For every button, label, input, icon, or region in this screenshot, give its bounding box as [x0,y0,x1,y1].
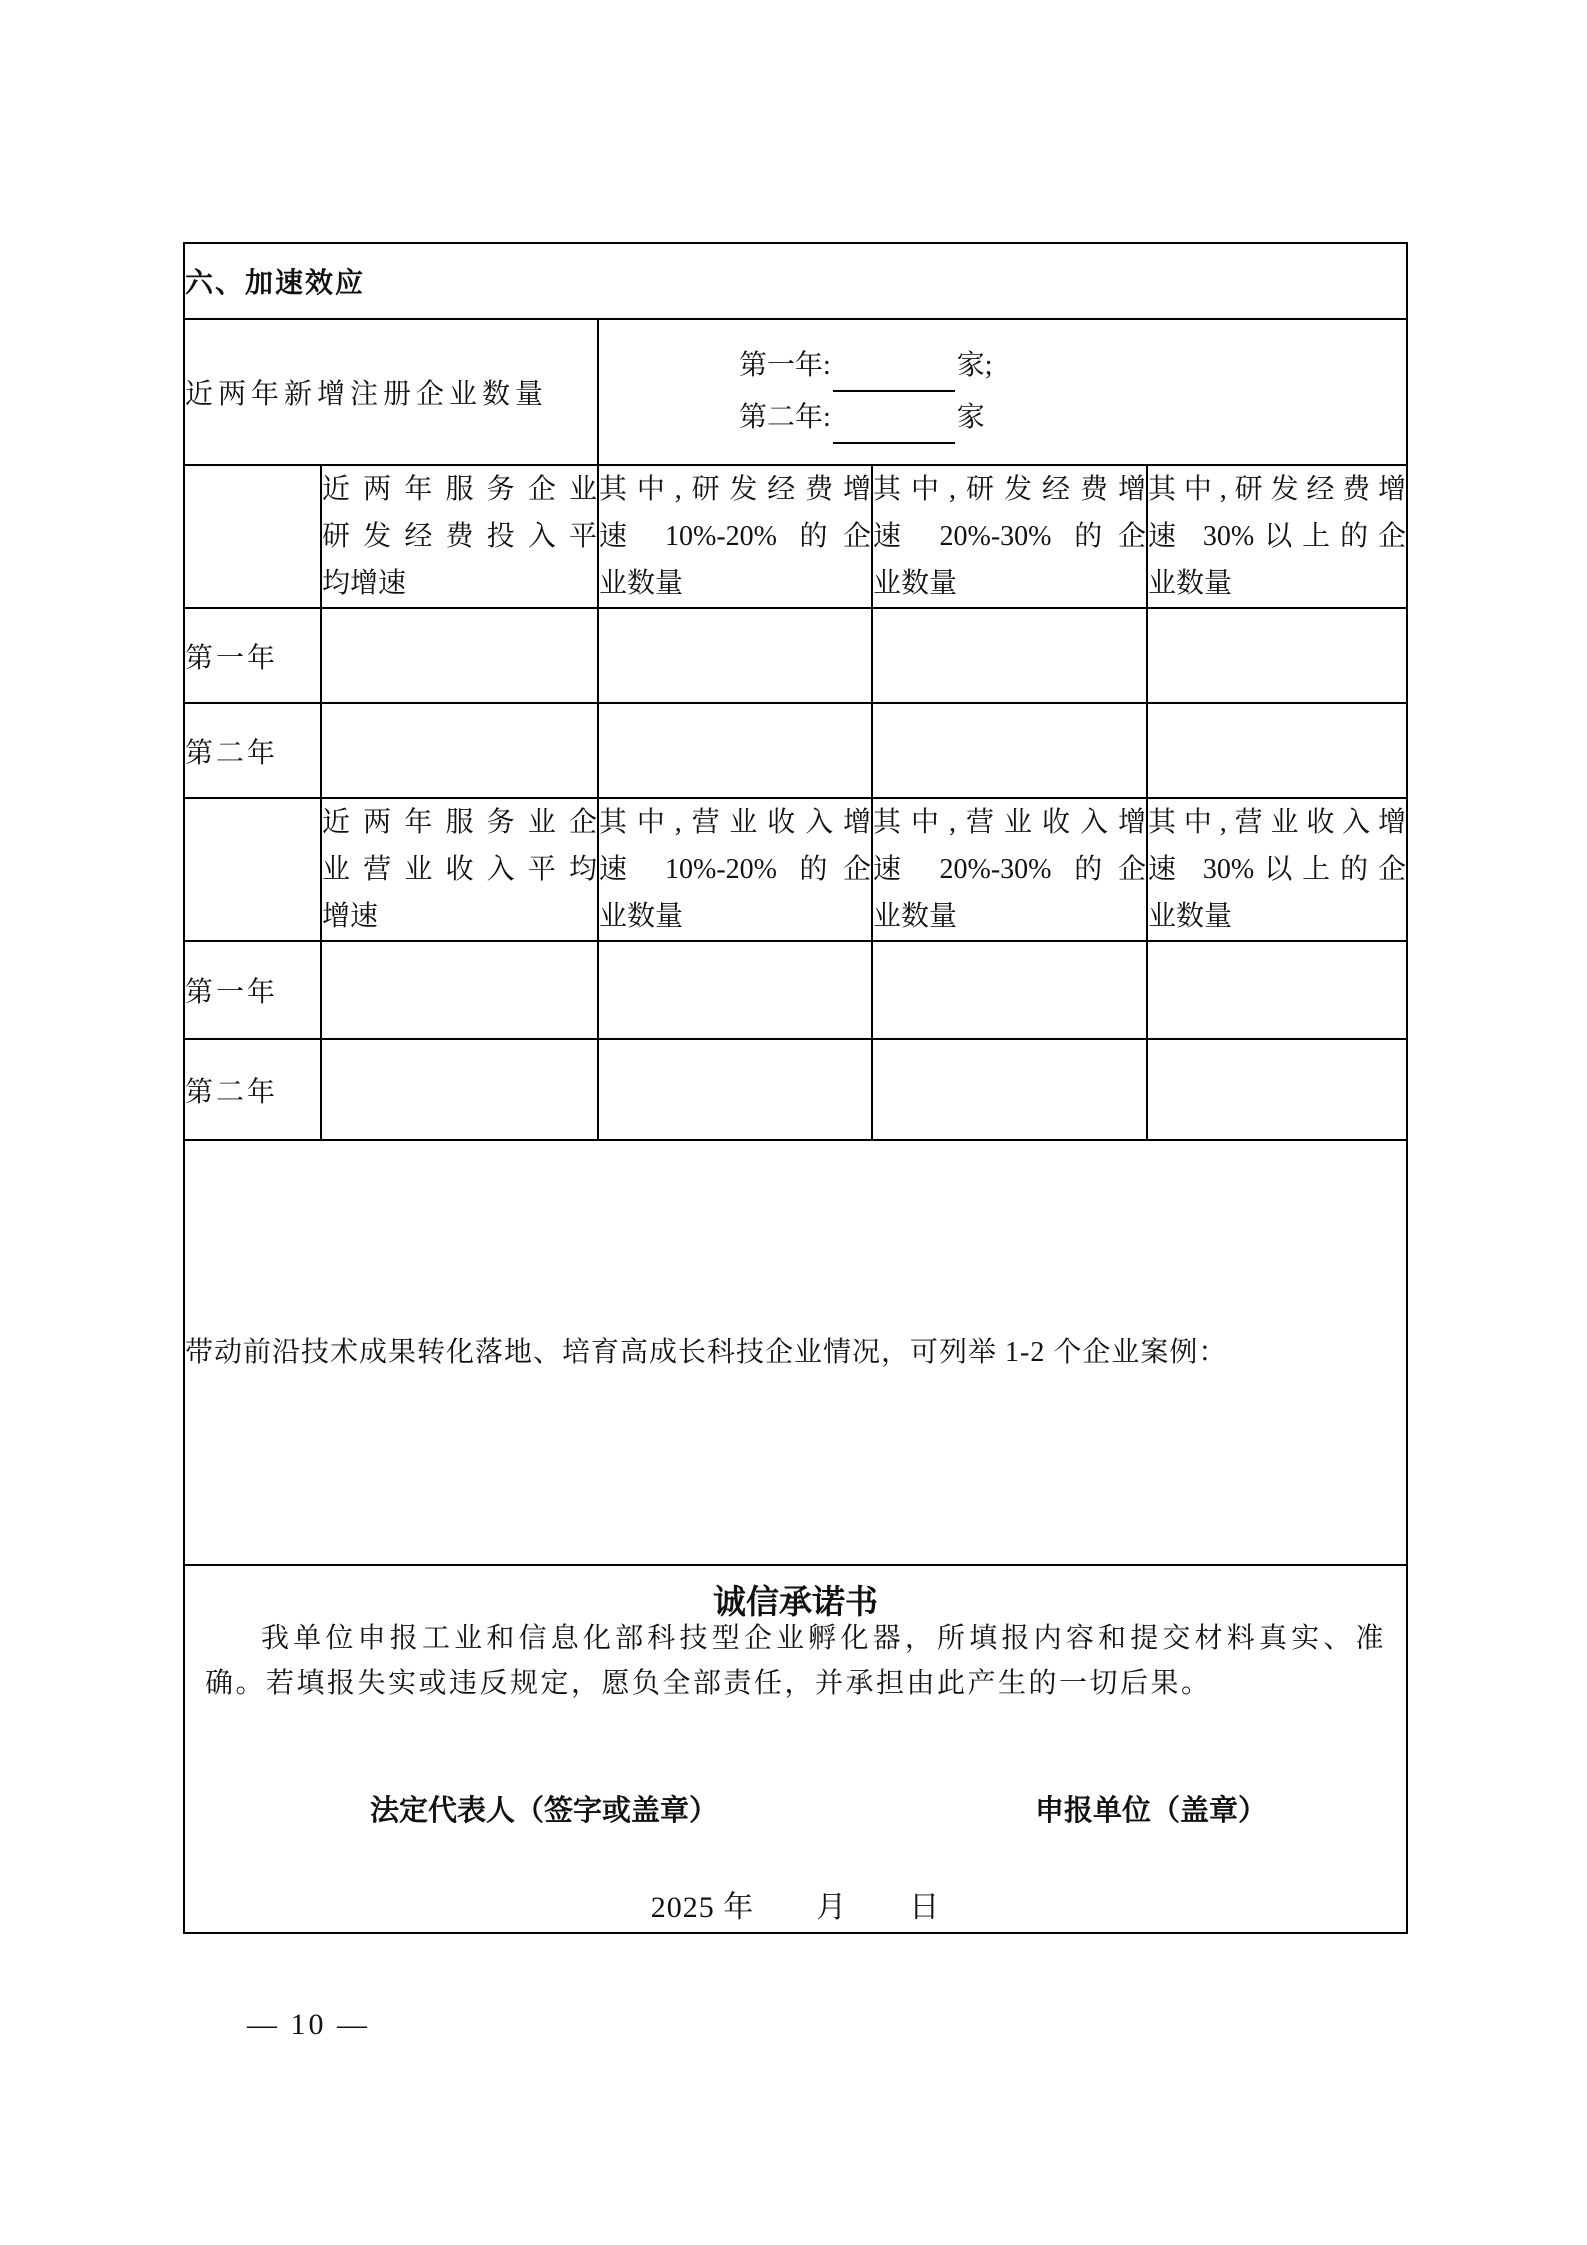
rev-10-20-header: 其中,营业收入增 速 10%-20% 的企 业数量 [598,798,872,941]
commitment-body: 我单位申报工业和信息化部科技型企业孵化器，所填报内容和提交材料真实、准确。若填报失实或违反规定，愿负全部责任，并承担由此产生的一切后果。 [205,1623,1387,1699]
commitment-date-line: 2025 年 月 日 [650,1891,941,1924]
rd-10-20-header: 其中,研发经费增 速 10%-20% 的企 业数量 [598,465,872,608]
legal-representative-signature-label: 法定代表人（签字或盖章） [370,1795,719,1827]
year1-count-prefix: 第一年: [739,350,831,381]
rd-y2-10-20-cell[interactable] [598,703,872,798]
year1-count-line [739,340,1406,392]
rd-20-30-header: 其中,研发经费增 速 20%-30% 的企 业数量 [872,465,1147,608]
rd-y1-30plus-cell[interactable] [1147,608,1407,703]
rd-30plus-header: 其中,研发经费增 速 30%以上的企 业数量 [1147,465,1407,608]
rev-20-30-header: 其中,营业收入增 速 20%-30% 的企 业数量 [872,798,1147,941]
commitment-cell [184,1565,1407,1933]
rev-avg-growth-header: 近两年服务业企 业营业收入平均 增速 [321,798,598,941]
rd-avg-growth-header: 近两年服务企业 研发经费投入平 均增速 [321,465,598,608]
rd-year2-row [184,703,1407,798]
year1-count-suffix: 家; [956,350,993,381]
rev-year1-label: 第一年 [184,941,321,1039]
year1-count-blank[interactable] [833,360,955,392]
rd-y1-10-20-cell[interactable] [598,608,872,703]
year2-count-prefix: 第二年: [739,402,831,433]
rd-y2-avg-cell[interactable] [321,703,598,798]
year2-count-suffix: 家 [956,402,985,433]
rev-year2-row [184,1039,1407,1140]
rev-y2-avg-cell[interactable] [321,1039,598,1140]
rd-year1-label: 第一年 [184,608,321,703]
rev-year2-label: 第二年 [184,1039,321,1140]
rd-header-spacer-cell [184,465,321,608]
rev-y2-10-20-cell[interactable] [598,1039,872,1140]
rd-y2-30plus-cell[interactable] [1147,703,1407,798]
rev-y2-30plus-cell[interactable] [1147,1039,1407,1140]
rev-header-spacer-cell [184,798,321,941]
rev-y1-avg-cell[interactable] [321,941,598,1039]
rev-year1-row [184,941,1407,1039]
rev-y2-20-30-cell[interactable] [872,1039,1147,1140]
rev-y1-10-20-cell[interactable] [598,941,872,1039]
acceleration-effect-table [183,242,1408,1934]
year2-count-line [739,392,1406,444]
rd-y2-20-30-cell[interactable] [872,703,1147,798]
case-examples-cell[interactable] [184,1140,1407,1565]
case-examples-prompt: 带动前沿技术成果转化落地、培育高成长科技企业情况，可列举 1-2 个企业案例： [185,1336,1228,1368]
section-title: 六、加速效应 [184,243,1407,319]
rd-y1-avg-cell[interactable] [321,608,598,703]
rd-year1-row [184,608,1407,703]
new-registered-label: 近两年新增注册企业数量 [184,319,598,465]
page-number: — 10 — [247,2008,370,2041]
new-registered-values-cell [598,319,1407,465]
rd-year2-label: 第二年 [184,703,321,798]
rev-y1-20-30-cell[interactable] [872,941,1147,1039]
rev-y1-30plus-cell[interactable] [1147,941,1407,1039]
applicant-unit-seal-label: 申报单位（盖章） [1035,1795,1268,1827]
new-registered-blanks [599,340,1406,444]
rd-y1-20-30-cell[interactable] [872,608,1147,703]
year2-count-blank[interactable] [833,412,955,444]
commitment-title: 诚信承诺书 [713,1583,879,1620]
rev-30plus-header: 其中,营业收入增 速 30%以上的企 业数量 [1147,798,1407,941]
